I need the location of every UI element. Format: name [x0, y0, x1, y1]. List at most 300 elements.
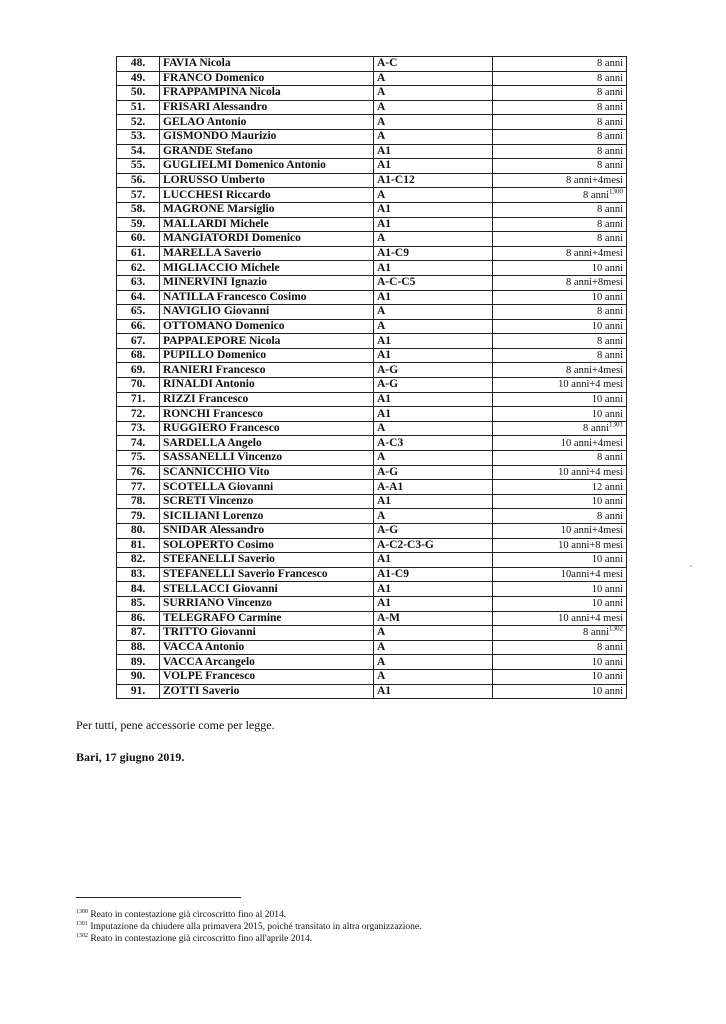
row-number [117, 596, 160, 611]
penalty [493, 348, 627, 363]
table-row [117, 480, 627, 495]
footnote-text: Reato in contestazione già circoscritto fino al 2014. [90, 910, 287, 921]
row-number-text: 82. [130, 553, 146, 566]
defendant-name-text: NATILLA Francesco Cosimo [163, 290, 307, 303]
row-number-text: 65. [130, 305, 146, 318]
penalty [493, 129, 627, 144]
row-number-text: 78. [130, 495, 146, 508]
table-row [117, 115, 627, 130]
row-number [117, 202, 160, 217]
penalty-text: 8 anni [597, 145, 623, 157]
row-number [117, 129, 160, 144]
row-number-text: 54. [130, 144, 146, 157]
row-number-text: 64. [130, 290, 146, 303]
penalty-text: 8 anni [597, 306, 623, 318]
charge-code-text: A1 [377, 217, 392, 230]
charge-code [374, 582, 493, 597]
penalty [493, 669, 627, 684]
row-number-text: 71. [130, 392, 146, 405]
penalty [493, 582, 627, 597]
defendant-name-text: SICILIANI Lorenzo [163, 509, 264, 522]
penalty [493, 232, 627, 247]
table-row [117, 363, 627, 378]
charge-code-text: A1 [377, 144, 392, 157]
defendant-name-text: FRAPPAMPINA Nicola [163, 86, 281, 99]
row-number [117, 480, 160, 495]
row-number-text: 63. [130, 276, 146, 289]
charge-code [374, 261, 493, 276]
row-number [117, 436, 160, 451]
table-row [117, 538, 627, 553]
penalty [493, 100, 627, 115]
defendant-name [160, 129, 374, 144]
charge-code-text: A1-C12 [377, 174, 415, 187]
row-number [117, 86, 160, 101]
penalty-text: 12 anni [591, 481, 623, 493]
row-number-text: 79. [130, 509, 146, 522]
defendant-name-text: SCOTELLA Giovanni [163, 480, 274, 493]
defendant-name-text: SCRETI Vincenzo [163, 495, 254, 508]
defendant-name [160, 57, 374, 72]
charge-code [374, 655, 493, 670]
defendant-name [160, 640, 374, 655]
row-number [117, 392, 160, 407]
penalty [493, 509, 627, 524]
defendant-name-text: MIGLIACCIO Michele [163, 261, 280, 274]
charge-code-text: A1 [377, 684, 392, 697]
penalty-text: 8 anni [597, 335, 623, 347]
defendant-name [160, 582, 374, 597]
row-number-text: 73. [130, 422, 146, 435]
table-row [117, 465, 627, 480]
defendant-name-text: ZOTTI Saverio [163, 684, 240, 697]
row-number-text: 59. [130, 217, 146, 230]
footnote-ref: 1302 [609, 625, 623, 633]
row-number [117, 348, 160, 363]
table-row [117, 232, 627, 247]
penalty [493, 275, 627, 290]
defendant-name [160, 451, 374, 466]
charge-code-text: A1 [377, 597, 392, 610]
table-row [117, 144, 627, 159]
penalty [493, 261, 627, 276]
charge-code [374, 217, 493, 232]
charge-code-text: A [377, 451, 386, 464]
penalty-text: 10 anni [591, 656, 623, 668]
charge-code-text: A1 [377, 261, 392, 274]
penalty [493, 407, 627, 422]
row-number [117, 669, 160, 684]
penalty [493, 202, 627, 217]
table-row [117, 421, 627, 436]
defendant-name-text: RIZZI Francesco [163, 392, 249, 405]
footnote-ref: 1300 [609, 187, 623, 196]
penalty-text: 10 anni [591, 598, 623, 610]
defendant-name-text: MINERVINI Ignazio [163, 276, 268, 289]
charge-code [374, 100, 493, 115]
defendant-name-text: TELEGRAFO Carmine [163, 611, 282, 624]
defendant-name [160, 115, 374, 130]
penalty-text: 10 anni+4mesi [560, 525, 623, 537]
defendant-name-text: VOLPE Francesco [163, 670, 256, 683]
table-row [117, 509, 627, 524]
penalty [493, 378, 627, 393]
scan-speck [690, 565, 692, 567]
table-row [117, 655, 627, 670]
charge-code [374, 188, 493, 203]
defendant-name-text: SARDELLA Angelo [163, 436, 262, 449]
defendant-name [160, 494, 374, 509]
charge-code-text: A [377, 641, 386, 654]
defendant-name-text: SOLOPERTO Cosimo [163, 538, 274, 551]
penalty [493, 596, 627, 611]
penalty-text: 8 anni [597, 72, 623, 84]
row-number [117, 319, 160, 334]
table-row [117, 436, 627, 451]
defendant-name [160, 421, 374, 436]
penalty [493, 655, 627, 670]
penalty-text: 8 anni [597, 204, 623, 216]
table-row [117, 100, 627, 115]
defendant-name [160, 202, 374, 217]
row-number [117, 173, 160, 188]
row-number-text: 56. [130, 174, 146, 187]
defendant-name [160, 626, 374, 641]
charge-code-text: A-G [377, 363, 399, 376]
table-row [117, 334, 627, 349]
row-number-text: 83. [130, 568, 146, 581]
defendant-name-text: RINALDI Antonio [163, 378, 255, 391]
penalty [493, 246, 627, 261]
charge-code [374, 71, 493, 86]
penalty [493, 305, 627, 320]
row-number [117, 100, 160, 115]
sentence-table [116, 56, 627, 699]
row-number [117, 232, 160, 247]
defendant-name [160, 246, 374, 261]
defendant-name-text: RONCHI Francesco [163, 407, 263, 420]
defendant-name [160, 100, 374, 115]
charge-code [374, 669, 493, 684]
defendant-name [160, 275, 374, 290]
charge-code [374, 159, 493, 174]
defendant-name [160, 188, 374, 203]
defendant-name [160, 319, 374, 334]
table-row [117, 261, 627, 276]
penalty-text: 10 anni [591, 320, 623, 332]
penalty-text: 8 anni+4mesi [566, 248, 623, 260]
footnote-number: 1300 [76, 909, 88, 915]
penalty-text: 10anni+4 mesi [560, 569, 623, 581]
charge-code [374, 319, 493, 334]
defendant-name-text: FAVIA Nicola [163, 57, 231, 70]
penalty [493, 217, 627, 232]
penalty [493, 392, 627, 407]
charge-code-text: A-C2-C3-G [377, 538, 434, 551]
penalty [493, 86, 627, 101]
defendant-name-text: STEFANELLI Saverio Francesco [163, 568, 328, 581]
row-number-text: 52. [130, 115, 146, 128]
charge-code [374, 436, 493, 451]
charge-code-text: A1 [377, 159, 392, 172]
charge-code-text: A [377, 319, 386, 332]
defendant-name [160, 144, 374, 159]
row-number [117, 509, 160, 524]
row-number-text: 69. [130, 363, 146, 376]
charge-code [374, 363, 493, 378]
charge-code [374, 173, 493, 188]
defendant-name-text: MALLARDI Michele [163, 217, 269, 230]
penalty-text: 8 anni [583, 189, 609, 201]
defendant-name-text: SNIDAR Alessandro [163, 524, 265, 537]
penalty-text: 10 anni [591, 496, 623, 508]
penalty-text: 8 anni [597, 350, 623, 362]
defendant-name-text: VACCA Antonio [163, 641, 245, 654]
charge-code-text: A-G [377, 465, 399, 478]
row-number-text: 89. [130, 655, 146, 668]
row-number-text: 90. [130, 670, 146, 683]
charge-code [374, 129, 493, 144]
charge-code [374, 290, 493, 305]
penalty [493, 626, 627, 641]
row-number-text: 57. [130, 188, 146, 201]
defendant-name-text: NAVIGLIO Giovanni [163, 305, 270, 318]
row-number-text: 86. [130, 611, 146, 624]
table-row [117, 305, 627, 320]
charge-code [374, 305, 493, 320]
row-number [117, 451, 160, 466]
charge-code-text: A1-C9 [377, 568, 409, 581]
charge-code-text: A1 [377, 334, 392, 347]
penalty-text: 8 anni [597, 58, 623, 70]
penalty [493, 421, 627, 436]
charge-code-text: A1 [377, 290, 392, 303]
defendant-name [160, 524, 374, 539]
defendant-name-text: SASSANELLI Vincenzo [163, 451, 283, 464]
row-number-text: 77. [130, 480, 146, 493]
charge-code-text: A1 [377, 495, 392, 508]
defendant-name [160, 567, 374, 582]
table-row [117, 57, 627, 72]
charge-code-text: A [377, 422, 386, 435]
charge-code [374, 553, 493, 568]
row-number-text: 85. [130, 597, 146, 610]
charge-code [374, 451, 493, 466]
table-row [117, 202, 627, 217]
table-row [117, 582, 627, 597]
table-row [117, 407, 627, 422]
charge-code [374, 524, 493, 539]
row-number-text: 72. [130, 407, 146, 420]
place-date: Bari, 17 giugno 2019. [76, 750, 185, 764]
defendant-name [160, 334, 374, 349]
charge-code-text: A-C3 [377, 436, 404, 449]
row-number [117, 290, 160, 305]
penalty-text: 10 anni [591, 671, 623, 683]
table-row [117, 129, 627, 144]
penalty-text: 8 anni [583, 627, 609, 639]
charge-code [374, 596, 493, 611]
defendant-name-text: LORUSSO Umberto [163, 174, 265, 187]
charge-code [374, 626, 493, 641]
penalty [493, 188, 627, 203]
charge-code [374, 684, 493, 699]
table-row [117, 669, 627, 684]
defendant-name-text: OTTOMANO Domenico [163, 319, 285, 332]
penalty-text: 8 anni [583, 423, 609, 435]
penalty-text: 8 anni [597, 452, 623, 464]
table-row [117, 684, 627, 699]
charge-code-text: A1 [377, 349, 392, 362]
charge-code [374, 232, 493, 247]
charge-code-text: A1 [377, 553, 392, 566]
row-number-text: 76. [130, 465, 146, 478]
defendant-name [160, 217, 374, 232]
defendant-name [160, 86, 374, 101]
row-number [117, 363, 160, 378]
table-row [117, 173, 627, 188]
table-row [117, 553, 627, 568]
row-number-text: 91. [130, 684, 146, 697]
penalty-text: 8 anni [597, 510, 623, 522]
row-number-text: 87. [130, 626, 146, 639]
charge-code [374, 246, 493, 261]
row-number-text: 50. [130, 86, 146, 99]
penalty [493, 144, 627, 159]
charge-code [374, 86, 493, 101]
penalty [493, 173, 627, 188]
defendant-name [160, 611, 374, 626]
penalty [493, 494, 627, 509]
row-number-text: 74. [130, 436, 146, 449]
row-number [117, 465, 160, 480]
charge-code-text: A1 [377, 407, 392, 420]
row-number [117, 115, 160, 130]
penalty-text: 10 anni [591, 291, 623, 303]
defendant-name-text: PUPILLO Domenico [163, 349, 267, 362]
penalty-text: 8 anni+4mesi [566, 175, 623, 187]
row-number [117, 144, 160, 159]
charge-code [374, 348, 493, 363]
defendant-name [160, 363, 374, 378]
penalty-text: 8 anni [597, 218, 623, 230]
row-number [117, 407, 160, 422]
defendant-name [160, 71, 374, 86]
penalty [493, 684, 627, 699]
charge-code [374, 640, 493, 655]
defendant-name-text: RUGGIERO Francesco [163, 422, 280, 435]
accessory-penalties-note: Per tutti, pene accessorie come per legge. [76, 718, 275, 732]
charge-code-text: A-C-C5 [377, 276, 416, 289]
charge-code-text: A [377, 655, 386, 668]
row-number [117, 305, 160, 320]
defendant-name [160, 655, 374, 670]
row-number-text: 60. [130, 232, 146, 245]
footnote-number: 1302 [76, 933, 88, 939]
row-number-text: 66. [130, 319, 146, 332]
penalty-text: 8 anni [597, 102, 623, 114]
charge-code [374, 465, 493, 480]
row-number-text: 55. [130, 159, 146, 172]
table-row [117, 217, 627, 232]
defendant-name-text: FRANCO Domenico [163, 71, 265, 84]
penalty [493, 538, 627, 553]
defendant-name [160, 436, 374, 451]
defendant-name-text: MANGIATORDI Domenico [163, 232, 301, 245]
charge-code-text: A [377, 130, 386, 143]
row-number [117, 626, 160, 641]
defendant-name-text: LUCCHESI Riccardo [163, 188, 271, 201]
defendant-name [160, 596, 374, 611]
row-number [117, 611, 160, 626]
penalty [493, 640, 627, 655]
penalty-text: 8 anni [597, 87, 623, 99]
table-row [117, 611, 627, 626]
defendant-name-text: TRITTO Giovanni [163, 626, 256, 639]
penalty [493, 159, 627, 174]
footnote-number: 1301 [76, 921, 88, 927]
defendant-name [160, 684, 374, 699]
defendant-name [160, 553, 374, 568]
penalty [493, 115, 627, 130]
penalty-text: 10 anni+8 mesi [558, 539, 623, 551]
charge-code [374, 275, 493, 290]
charge-code-text: A-M [377, 611, 400, 624]
table-row [117, 524, 627, 539]
penalty-text: 10 anni+4 mesi [558, 612, 623, 624]
charge-code [374, 334, 493, 349]
charge-code-text: A [377, 86, 386, 99]
table-row [117, 246, 627, 261]
penalty-text: 10 anni+4 mesi [558, 466, 623, 478]
defendant-name-text: VACCA Arcangelo [163, 655, 255, 668]
defendant-name-text: RANIERI Francesco [163, 363, 266, 376]
charge-code-text: A-A1 [377, 480, 404, 493]
charge-code-text: A [377, 670, 386, 683]
footnote-separator [76, 897, 241, 898]
penalty-text: 10 anni [591, 262, 623, 274]
charge-code-text: A1 [377, 392, 392, 405]
penalty [493, 290, 627, 305]
charge-code [374, 392, 493, 407]
penalty-text: 10 anni [591, 583, 623, 595]
penalty-text: 8 anni [597, 116, 623, 128]
defendant-name [160, 392, 374, 407]
penalty-text: 10 anni [591, 408, 623, 420]
penalty-text: 8 anni+4mesi [566, 364, 623, 376]
footnote-ref: 1301 [609, 421, 623, 429]
row-number [117, 494, 160, 509]
charge-code-text: A [377, 188, 386, 201]
charge-code-text: A-C [377, 57, 398, 70]
defendant-name [160, 348, 374, 363]
row-number [117, 538, 160, 553]
row-number [117, 378, 160, 393]
row-number [117, 553, 160, 568]
row-number [117, 159, 160, 174]
footnote-text: Imputazione da chiudere alla primavera 2015, poiché transitato in altra organizzazione. [90, 922, 422, 933]
penalty [493, 451, 627, 466]
defendant-name [160, 407, 374, 422]
penalty-text: 8 anni [597, 233, 623, 245]
charge-code-text: A [377, 71, 386, 84]
charge-code-text: A1 [377, 203, 392, 216]
defendant-name [160, 509, 374, 524]
table-row [117, 567, 627, 582]
row-number [117, 57, 160, 72]
row-number-text: 80. [130, 524, 146, 537]
penalty [493, 553, 627, 568]
